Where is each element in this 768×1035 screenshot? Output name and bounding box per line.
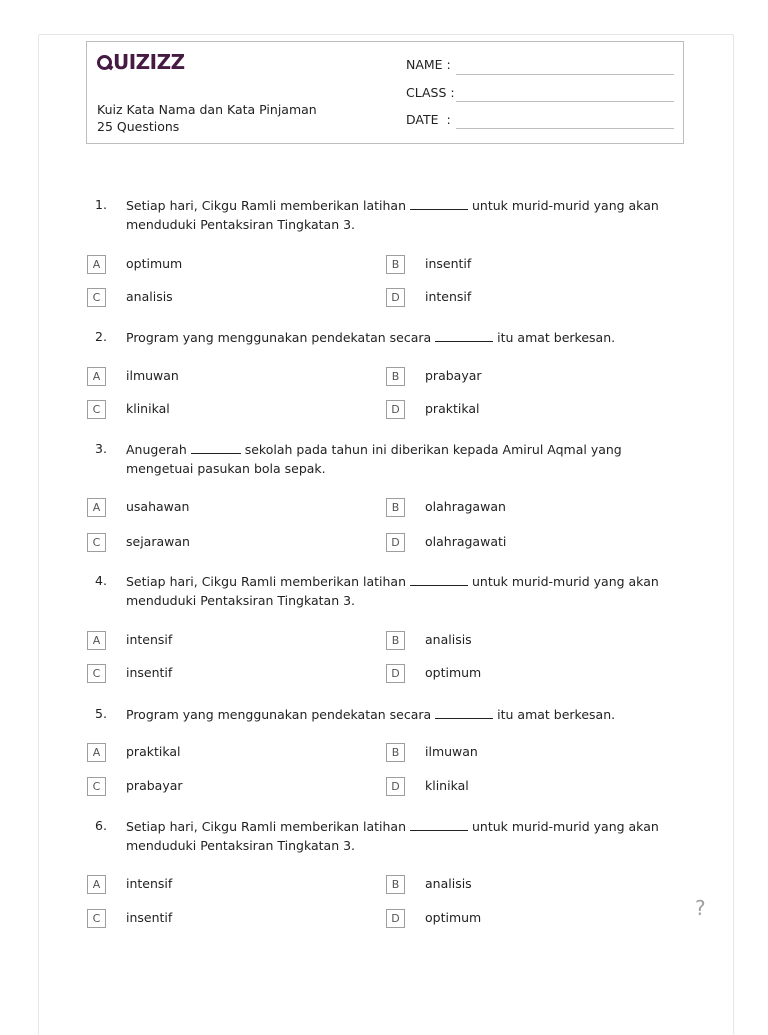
option-text[interactable]: olahragawan <box>425 499 506 514</box>
option-letter: D <box>386 664 405 683</box>
option-letter: A <box>87 875 106 894</box>
option-text[interactable]: prabayar <box>425 368 482 383</box>
option-text[interactable]: optimum <box>126 256 183 271</box>
option-letter: D <box>386 777 405 796</box>
name-line <box>456 74 674 75</box>
option-letter: C <box>87 533 106 552</box>
answer-blank <box>435 708 493 719</box>
question-text: Setiap hari, Cikgu Ramli memberikan latihan untuk murid-murid yang akan menduduki Pentaksiran Tingkatan 3. <box>126 574 659 608</box>
option-letter: B <box>386 255 405 274</box>
option-letter: B <box>386 498 405 517</box>
option-letter: A <box>87 498 106 517</box>
date-label: DATE : <box>406 112 451 127</box>
option-letter: C <box>87 777 106 796</box>
option-letter: A <box>87 743 106 762</box>
option-text[interactable]: olahragawati <box>425 534 507 549</box>
option-letter: C <box>87 909 106 928</box>
option-text[interactable]: insentif <box>126 910 173 925</box>
question-number: 6. <box>95 818 107 833</box>
option-letter: A <box>87 255 106 274</box>
option-text[interactable]: optimum <box>425 665 482 680</box>
option-letter: C <box>87 400 106 419</box>
option-text[interactable]: intensif <box>425 289 472 304</box>
option-text[interactable]: analisis <box>425 632 472 647</box>
question-number: 4. <box>95 573 107 588</box>
option-letter: B <box>386 631 405 650</box>
option-text[interactable]: klinikal <box>425 778 469 793</box>
answer-blank <box>410 575 468 586</box>
option-text[interactable]: praktikal <box>425 401 480 416</box>
option-letter: B <box>386 743 405 762</box>
answer-blank <box>410 199 468 210</box>
option-text[interactable]: intensif <box>126 632 173 647</box>
question-number: 3. <box>95 441 107 456</box>
question-count: 25 Questions <box>97 119 180 134</box>
question-text: Setiap hari, Cikgu Ramli memberikan latihan untuk murid-murid yang akan menduduki Pentaksiran Tingkatan 3. <box>126 198 659 232</box>
option-letter: A <box>87 631 106 650</box>
option-text[interactable]: insentif <box>425 256 472 271</box>
class-label: CLASS : <box>406 85 455 100</box>
option-letter: D <box>386 288 405 307</box>
option-text[interactable]: optimum <box>425 910 482 925</box>
option-text[interactable]: analisis <box>425 876 472 891</box>
class-line <box>456 101 674 102</box>
question-text: Setiap hari, Cikgu Ramli memberikan latihan untuk murid-murid yang akan menduduki Pentaksiran Tingkatan 3. <box>126 819 659 853</box>
option-text[interactable]: analisis <box>126 289 173 304</box>
option-text[interactable]: insentif <box>126 665 173 680</box>
question-number: 2. <box>95 329 107 344</box>
date-line <box>456 128 674 129</box>
help-icon[interactable]: ? <box>695 896 706 920</box>
option-text[interactable]: prabayar <box>126 778 183 793</box>
option-letter: A <box>87 367 106 386</box>
question-number: 5. <box>95 706 107 721</box>
option-text[interactable]: klinikal <box>126 401 170 416</box>
option-letter: C <box>87 288 106 307</box>
option-letter: D <box>386 400 405 419</box>
question-number: 1. <box>95 197 107 212</box>
question-text: Program yang menggunakan pendekatan secara itu amat berkesan. <box>126 330 616 345</box>
name-label: NAME : <box>406 57 451 72</box>
answer-blank <box>435 331 493 342</box>
question-text: Program yang menggunakan pendekatan secara itu amat berkesan. <box>126 707 616 722</box>
option-text[interactable]: sejarawan <box>126 534 190 549</box>
option-letter: B <box>386 875 405 894</box>
option-text[interactable]: ilmuwan <box>425 744 478 759</box>
option-text[interactable]: intensif <box>126 876 173 891</box>
quiz-title: Kuiz Kata Nama dan Kata Pinjaman <box>97 102 317 117</box>
quizizz-logo: UIZIZZ <box>97 49 185 75</box>
option-text[interactable]: ilmuwan <box>126 368 179 383</box>
option-text[interactable]: usahawan <box>126 499 190 514</box>
option-letter: D <box>386 533 405 552</box>
option-letter: B <box>386 367 405 386</box>
answer-blank <box>191 443 241 454</box>
question-text: Anugerah sekolah pada tahun ini diberikan kepada Amirul Aqmal yang mengetuai pasukan bola sepak. <box>126 442 622 476</box>
option-text[interactable]: praktikal <box>126 744 181 759</box>
logo-q-icon <box>97 55 112 70</box>
option-letter: C <box>87 664 106 683</box>
answer-blank <box>410 820 468 831</box>
option-letter: D <box>386 909 405 928</box>
